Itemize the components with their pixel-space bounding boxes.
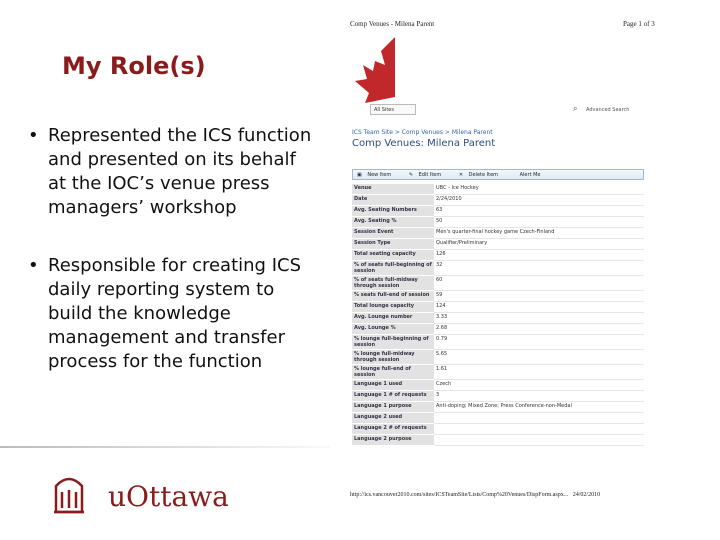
print-header-page: Page 1 of 3 — [623, 20, 655, 28]
field-label: % of seats full-beginning of session — [352, 261, 434, 276]
alert-me-button[interactable] — [516, 172, 547, 178]
field-value: 63 — [434, 206, 644, 217]
field-value: 124 — [434, 302, 644, 313]
field-value: 32 — [434, 261, 644, 276]
field-label: Total seating capacity — [352, 250, 434, 261]
table-row — [352, 402, 644, 413]
field-value — [434, 424, 644, 435]
table-row — [352, 250, 644, 261]
field-label: Avg. Seating Numbers — [352, 206, 434, 217]
bullet-dot: • — [28, 255, 39, 276]
bullet-item — [28, 254, 318, 374]
scope-select[interactable]: All Sites — [370, 104, 416, 115]
field-label: Language 2 used — [352, 413, 434, 424]
field-label: Session Type — [352, 239, 434, 250]
print-header-title: Comp Venues - Milena Parent — [350, 20, 435, 28]
table-row — [352, 261, 644, 276]
maple-leaf-icon — [345, 35, 395, 105]
page-heading: Comp Venues: Milena Parent — [352, 138, 496, 149]
bullet-dot: • — [28, 125, 39, 146]
table-row — [352, 228, 644, 239]
table-row — [352, 291, 644, 302]
footer-url: http://ics.vancouver2010.com/sites/ICSTeamSite/Lists/Comp%20Venues/DispForm.aspx... — [350, 492, 569, 498]
edit-item-button[interactable]: ✎ Edit Item — [408, 172, 442, 178]
field-value: 126 — [434, 250, 644, 261]
field-label: % lounge full-end of session — [352, 365, 434, 380]
field-label: Venue — [352, 184, 434, 195]
field-value: 1.61 — [434, 365, 644, 380]
field-value — [434, 435, 644, 446]
field-label: Date — [352, 195, 434, 206]
field-value: 59 — [434, 291, 644, 302]
table-row — [352, 217, 644, 228]
table-row — [352, 380, 644, 391]
field-label: % of seats full-midway through session — [352, 276, 434, 291]
logo-wordmark: uOttawa — [108, 480, 229, 513]
field-value: 3 — [434, 391, 644, 402]
print-footer — [350, 492, 600, 498]
table-row — [352, 324, 644, 335]
delete-item-button[interactable]: ✕ Delete Item — [458, 172, 499, 178]
field-value: 50 — [434, 217, 644, 228]
bullet-text: Represented the ICS function and presented on its behalf at the IOC’s venue press managers’ workshop — [48, 125, 312, 218]
field-value: Men's quarter-final hockey game Czech-Finland — [434, 228, 644, 239]
fields-table — [352, 184, 644, 446]
field-value: 2.68 — [434, 324, 644, 335]
field-value — [434, 413, 644, 424]
bullet-list — [28, 124, 318, 408]
field-label: Avg. Seating % — [352, 217, 434, 228]
table-row — [352, 276, 644, 291]
field-label: Language 1 # of requests — [352, 391, 434, 402]
new-item-button[interactable]: ▣ New Item — [357, 172, 392, 178]
table-row — [352, 195, 644, 206]
table-row — [352, 313, 644, 324]
field-value: 3.33 — [434, 313, 644, 324]
field-label: Total lounge capacity — [352, 302, 434, 313]
table-row — [352, 435, 644, 446]
table-row — [352, 206, 644, 217]
field-value: Anti-doping; Mixed Zone; Press Conference-non-Medal — [434, 402, 644, 413]
table-row — [352, 365, 644, 380]
field-value: 5.65 — [434, 350, 644, 365]
field-value: 0.79 — [434, 335, 644, 350]
table-row — [352, 335, 644, 350]
footer-date: 24/02/2010 — [572, 492, 601, 498]
table-row — [352, 239, 644, 250]
edit-item-label: Edit Item — [418, 172, 442, 178]
table-row — [352, 184, 644, 195]
table-row — [352, 424, 644, 435]
table-row — [352, 391, 644, 402]
field-label: % lounge full-beginning of session — [352, 335, 434, 350]
field-label: Language 1 used — [352, 380, 434, 391]
search-icon[interactable]: ⌕ — [573, 104, 578, 113]
bullet-item — [28, 124, 318, 220]
new-item-label: New Item — [367, 172, 392, 178]
field-value: 60 — [434, 276, 644, 291]
field-label: Language 1 purpose — [352, 402, 434, 413]
advanced-search-link[interactable]: Advanced Search — [586, 107, 630, 113]
bullet-text: Responsible for creating ICS daily reporting system to build the knowledge management and transfer process for the function — [48, 255, 301, 372]
table-row — [352, 413, 644, 424]
field-value: Qualifier/Preliminary — [434, 239, 644, 250]
field-label: Avg. Lounge number — [352, 313, 434, 324]
slide-title: My Role(s) — [62, 52, 206, 80]
divider — [0, 446, 360, 448]
breadcrumb[interactable]: ICS Team Site > Comp Venues > Milena Parent — [352, 129, 493, 136]
delete-item-label: Delete Item — [468, 172, 499, 178]
field-value: UBC - Ice Hockey — [434, 184, 644, 195]
field-label: Session Event — [352, 228, 434, 239]
field-label: Avg. Lounge % — [352, 324, 434, 335]
field-value: Czech — [434, 380, 644, 391]
field-label: % lounge full-midway through session — [352, 350, 434, 365]
field-value: 2/24/2010 — [434, 195, 644, 206]
field-label: % seats full-end of session — [352, 291, 434, 302]
item-toolbar — [352, 169, 644, 180]
alert-me-label: Alert Me — [519, 172, 541, 178]
table-row — [352, 350, 644, 365]
table-row — [352, 302, 644, 313]
field-label: Language 2 purpose — [352, 435, 434, 446]
field-label: Language 2 # of requests — [352, 424, 434, 435]
